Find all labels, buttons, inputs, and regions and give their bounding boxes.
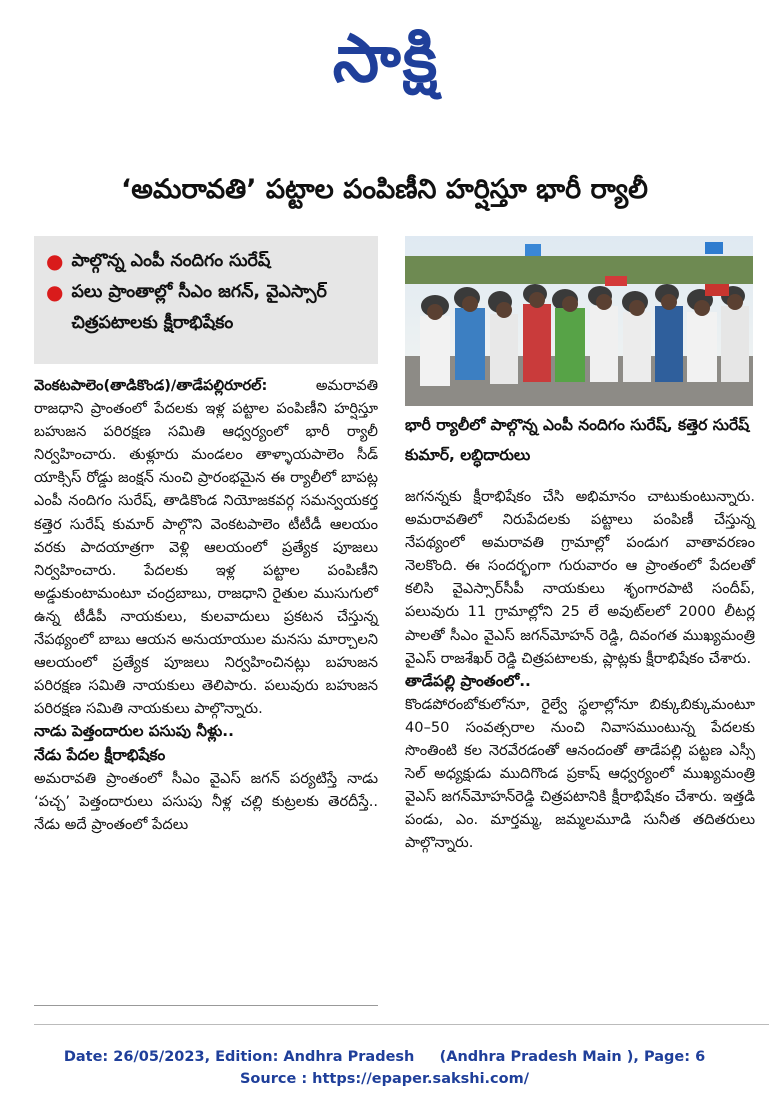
bullet-icon: ● bbox=[46, 280, 64, 304]
paragraph bbox=[34, 374, 378, 720]
footer-source-link[interactable]: Source : https://epaper.sakshi.com/ bbox=[239, 1071, 530, 1087]
footer-rule bbox=[34, 1024, 769, 1025]
subheading: నాడు పెత్తందారుల పసుపు నీళ్లు.. bbox=[34, 722, 234, 741]
dateline: వెంకటపాలెం(తాడికొండ)/తాడేపల్లిరూరల్: bbox=[34, 377, 268, 394]
bullet-icon: ● bbox=[46, 249, 64, 273]
article-headline: ‘అమరావతి’ పట్టాల పంపిణీని హర్షిస్తూ భారీ ర్యాలీ bbox=[121, 174, 648, 205]
footer bbox=[0, 1046, 769, 1090]
highlights-box bbox=[34, 236, 378, 364]
photo-caption: భారీ ర్యాలీలో పాల్గొన్న ఎంపీ నందిగం సురేష్, కత్తెర సురేష్ కుమార్, లబ్ధిదారులు bbox=[405, 416, 750, 464]
subheading: తాడేపల్లి ప్రాంతంలో.. bbox=[405, 671, 531, 690]
highlight-item bbox=[46, 246, 370, 277]
column-divider bbox=[34, 1005, 378, 1006]
paragraph: జగనన్నకు క్షీరాభిషేకం చేసి అభిమానం చాటుకుంటున్నారు. అమరావతిలో నిరుపేదలకు పట్టాలు పంపిణీ చేస్తున్న నేపథ్యంలో అమరావతి గ్రామాల్లో పండుగ వాతావరణం నెలకొంది. ఈ సందర్భంగా గురువారం ఆ ప్రాంతంలో పేదలతో కలిసి వైఎస్సార్‌సీపీ నాయకులు శృంగారపాటి సందీప్, పలువురు 11 గ్రామాల్లోని 25 లే అవుట్‌లలో 2000 లీటర్ల పాలతో సీఎం వైఎస్ జగన్‌మోహన్ రెడ్డి, దివంగత ముఖ్యమంత్రి వైఎస్ రాజశేఖర్ రెడ్డి చిత్రపటాలకు, ప్లాట్లకు క్షీరాభిషేకం చేశారు. bbox=[405, 488, 755, 667]
paragraph: అమరావతి ప్రాంతంలో సీఎం వైఎస్ జగన్ పర్యటిస్తే నాడు ‘పచ్చ’ పెత్తందారులు పసుపు నీళ్ల చల్లి కుట్రలకు తెరదీస్తే.. నేడు అదే ప్రాంతంలో పేదలు bbox=[34, 769, 378, 833]
left-column bbox=[34, 374, 378, 836]
paragraph: కొండపోరంబోకులోనూ, రైల్వే స్థలాల్లోనూ బిక్కుబిక్కుమంటూ 40–50 సంవత్సరాల నుంచి నివాసముంటున్న పేదలకు సొంతింటి కల నెరవేరడంతో ఆనందంతో తాడేపల్లి పట్టణ ఎస్సీ సెల్ అధ్యక్షుడు ముదిగొండ ప్రకాష్ ఆధ్వర్యంలో ముఖ్యమంత్రి వైఎస్ జగన్‌మోహన్‌రెడ్డి చిత్రపటానికి క్షీరాభిషేకం చేశారు. ఇత్తడి పండు, ఎం. మార్తమ్మ, జమ్మలమూడి సునీత తదితరులు పాల్గొన్నారు. bbox=[405, 695, 755, 852]
highlight-item bbox=[46, 277, 370, 339]
footer-edition-info: Date: 26/05/2023, Edition: Andhra Pradesh (Andhra Pradesh Main ), Page: 6 bbox=[63, 1049, 706, 1065]
sakshi-logo: సాక్షి bbox=[332, 20, 440, 97]
highlight-text: పలు ప్రాంతాల్లో సీఎం జగన్, వైఎస్సార్ చిత్రపటాలకు క్షీరాభిషేకం bbox=[71, 282, 327, 333]
paragraph-text: అమరావతి రాజధాని ప్రాంతంలో పేదలకు ఇళ్ల పట్టాల పంపిణీని హర్షిస్తూ బహుజన పరిరక్షణ సమితి ఆధ్వర్యంలో భారీ ర్యాలీ నిర్వహించారు. తుళ్లూరు మండలం తాళ్ళాయపాలెం సీడ్ యాక్సిస్ రోడ్డు జంక్షన్ నుంచి ప్రారంభమైన ఈ ర్యాలీలో బాపట్ల ఎంపీ నందిగం సురేష్, తాడికొండ నియోజకవర్గ సమన్వయకర్త కత్తెర సురేష్ కుమార్ పాల్గొని వెంకటపాలెం టీటీడీ ఆలయం వరకు పాదయాత్రగా వెళ్లి ఆలయంలో ప్రత్యేక పూజలు నిర్వహించారు. పేదలకు ఇళ్ల పట్టాల పంపిణీని అడ్డుకుంటామంటూ చంద్రబాబు, రాజధాని రైతుల ముసుగులో ఉన్న టీడీపీ నాయకులు, కులవాదులు ప్రకటన చేస్తున్న నేపథ్యంలో బాబు ఆయన అనుయాయుల మనసు మార్చాలని ఆలయంలో ప్రత్యేక పూజలు నిర్వహించినట్లు బహుజన పరిరక్షణ సమితి నాయకులు తెలిపారు. పలువురు బహుజన పరిరక్షణ సమితి నాయకులు పాల్గొన్నారు. bbox=[34, 377, 378, 718]
highlight-text: పాల్గొన్న ఎంపీ నందిగం సురేష్ bbox=[71, 251, 271, 271]
right-column bbox=[405, 485, 755, 855]
rally-photo bbox=[405, 236, 753, 406]
subheading: నేడు పేదల క్షీరాభిషేకం bbox=[34, 745, 166, 764]
